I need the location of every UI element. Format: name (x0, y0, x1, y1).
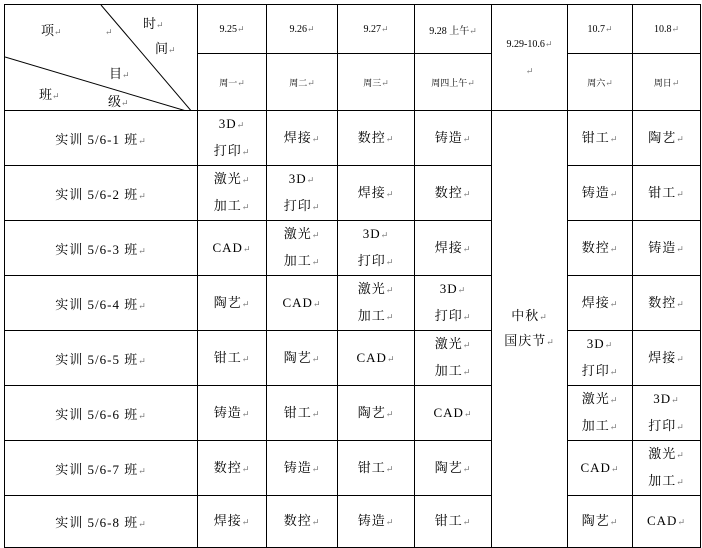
table-row (5, 386, 701, 441)
course-cell (198, 166, 267, 221)
course-label: 打印↵ (581, 363, 619, 378)
paragraph-mark: ↵ (381, 77, 389, 88)
course-cell (568, 111, 633, 166)
table-row (5, 496, 701, 548)
paragraph-mark: ↵ (236, 120, 246, 130)
course-label: 钳工↵ (357, 459, 395, 475)
paragraph-mark: ↵ (311, 202, 321, 212)
class-name-cell: 实训 5/6-6 班↵ (5, 386, 198, 441)
course-cell (267, 331, 338, 386)
paragraph-mark: ↵ (241, 353, 251, 364)
course-cell (267, 111, 338, 166)
course-cell (568, 166, 633, 221)
course-label: 激光↵ (357, 281, 395, 296)
holiday-label: 国庆节↵ (504, 333, 555, 348)
header-weekday: 周一↵ (198, 54, 267, 111)
table-row (5, 441, 701, 496)
table-row (5, 111, 701, 166)
paragraph-mark: ↵ (609, 367, 619, 377)
paragraph-mark: ↵ (138, 135, 147, 146)
course-cell (198, 221, 267, 276)
paragraph-mark: ↵ (385, 463, 395, 474)
paragraph-mark: ↵ (676, 188, 685, 199)
paragraph-mark: ↵ (241, 147, 251, 157)
course-label: 数控↵ (648, 294, 685, 310)
course-label: 铸造↵ (357, 513, 395, 528)
paragraph-mark: ↵ (609, 395, 619, 405)
course-label: 铸造↵ (283, 459, 321, 475)
course-label: 激光↵ (283, 226, 321, 241)
paragraph-mark: ↵ (311, 257, 321, 267)
paragraph-mark: ↵ (311, 230, 321, 240)
course-cell (267, 496, 338, 548)
header-holiday-range: 9.29-10.6↵ ↵ (492, 5, 568, 111)
header-weekday: 周四上午↵ (415, 54, 492, 111)
paragraph-mark: ↵ (462, 312, 472, 322)
paragraph-mark: ↵ (609, 298, 619, 309)
paragraph-mark: ↵ (469, 25, 477, 36)
course-label: 加工↵ (648, 473, 685, 488)
course-cell (267, 386, 338, 441)
course-cell (633, 386, 701, 441)
paragraph-mark: ↵ (546, 337, 555, 347)
holiday-cell (492, 111, 568, 548)
course-label: 数控↵ (283, 513, 321, 528)
course-cell (568, 496, 633, 548)
course-cell (415, 496, 492, 548)
course-label: 打印↵ (434, 308, 472, 323)
class-name-cell: 实训 5/6-4 班↵ (5, 276, 198, 331)
paragraph-mark: ↵ (462, 340, 472, 350)
paragraph-mark: ↵ (385, 312, 395, 322)
class-name-cell: 实训 5/6-2 班↵ (5, 166, 198, 221)
paragraph-mark: ↵ (676, 133, 685, 144)
course-cell (338, 111, 415, 166)
course-cell (198, 111, 267, 166)
holiday-label: 中秋↵ (511, 308, 548, 323)
course-label: 铸造↵ (434, 129, 472, 145)
paragraph-mark: ↵ (605, 77, 613, 88)
course-cell (568, 276, 633, 331)
course-cell (568, 221, 633, 276)
course-cell (338, 276, 415, 331)
course-label: 加工↵ (357, 308, 395, 323)
course-label: 激光↵ (434, 336, 472, 351)
corner-label-ji: 级↵ (108, 94, 129, 109)
course-label: 3D↵ (439, 281, 467, 296)
paragraph-mark: ↵ (138, 300, 147, 311)
course-cell (633, 496, 701, 548)
course-label: 钳工↵ (581, 129, 619, 145)
paragraph-mark: ↵ (609, 517, 619, 527)
paragraph-mark: ↵ (671, 395, 680, 405)
class-name-cell: 实训 5/6-5 班↵ (5, 331, 198, 386)
paragraph-mark: ↵ (677, 517, 686, 527)
course-label: 陶艺↵ (283, 349, 321, 365)
paragraph-mark: ↵ (241, 175, 251, 185)
course-label: 激光↵ (213, 171, 251, 186)
course-label: 陶艺↵ (581, 513, 619, 528)
paragraph-mark: ↵ (385, 188, 395, 199)
header-corner-cell (5, 5, 198, 111)
course-cell (633, 166, 701, 221)
paragraph-mark: ↵ (311, 133, 321, 144)
table-row (5, 331, 701, 386)
paragraph-mark: ↵ (609, 133, 619, 144)
paragraph-mark: ↵ (385, 257, 395, 267)
course-cell (338, 221, 415, 276)
course-label: 铸造↵ (648, 239, 685, 255)
paragraph-mark: ↵ (462, 188, 472, 199)
corner-label-xiang: 项↵ (41, 23, 62, 38)
course-label: 钳工↵ (283, 404, 321, 420)
course-cell (415, 166, 492, 221)
course-cell (415, 111, 492, 166)
paragraph-mark: ↵ (241, 202, 251, 212)
course-cell (338, 441, 415, 496)
course-label: 陶艺↵ (213, 294, 251, 310)
header-weekday: 周日↵ (633, 54, 701, 111)
paragraph-mark: ↵ (380, 23, 389, 34)
course-label: 打印↵ (648, 418, 685, 433)
corner-label-shi: 时↵ (143, 16, 164, 31)
paragraph-mark: ↵ (241, 517, 251, 527)
paragraph-mark: ↵ (311, 463, 321, 474)
course-cell (267, 276, 338, 331)
course-label: 数控↵ (213, 459, 251, 475)
paragraph-mark: ↵ (242, 243, 252, 254)
course-label: 数控↵ (434, 184, 472, 200)
course-cell (633, 331, 701, 386)
paragraph-mark: ↵ (311, 353, 321, 364)
paragraph-mark: ↵ (462, 463, 472, 474)
course-cell (267, 441, 338, 496)
paragraph-mark: ↵ (462, 243, 472, 254)
course-label: 钳工↵ (213, 349, 251, 365)
course-cell (568, 331, 633, 386)
header-date: 10.8↵ (633, 5, 701, 54)
paragraph-mark: ↵ (525, 65, 534, 76)
course-label: 加工↵ (283, 253, 321, 268)
paragraph-mark: ↵ (462, 367, 472, 377)
paragraph-mark: ↵ (609, 188, 619, 199)
course-label: 陶艺↵ (434, 459, 472, 475)
course-label: CAD↵ (647, 513, 686, 528)
course-cell (198, 441, 267, 496)
corner-label-jian: 间↵ (155, 41, 176, 56)
course-cell (633, 221, 701, 276)
paragraph-mark: ↵ (241, 463, 251, 474)
paragraph-mark: ↵ (671, 77, 680, 88)
paragraph-mark: ↵ (138, 355, 147, 366)
paragraph-mark: ↵ (609, 243, 619, 254)
paragraph-mark: ↵ (385, 517, 395, 527)
paragraph-mark: ↵ (311, 517, 321, 527)
paragraph-mark: ↵ (676, 243, 685, 254)
paragraph-mark: ↵ (544, 38, 553, 49)
course-label: 打印↵ (283, 198, 321, 213)
class-name-cell: 实训 5/6-1 班↵ (5, 111, 198, 166)
course-cell (338, 496, 415, 548)
paragraph-mark: ↵ (241, 298, 251, 309)
course-label: 钳工↵ (648, 184, 685, 200)
paragraph-mark: ↵ (610, 463, 620, 474)
paragraph-mark: ↵ (457, 285, 467, 295)
header-date: 9.25↵ (198, 5, 267, 54)
course-cell (338, 331, 415, 386)
paragraph-mark: ↵ (467, 77, 475, 88)
table-row (5, 166, 701, 221)
header-date: 9.27↵ (338, 5, 415, 54)
course-cell (338, 166, 415, 221)
paragraph-mark: ↵ (386, 353, 396, 364)
course-cell (198, 496, 267, 548)
paragraph-mark: ↵ (385, 133, 395, 144)
paragraph-mark: ↵ (676, 450, 685, 460)
course-cell (415, 386, 492, 441)
course-label: 钳工↵ (434, 513, 472, 528)
paragraph-mark: ↵ (306, 23, 315, 34)
course-label: 焊接↵ (434, 239, 472, 255)
course-cell (568, 386, 633, 441)
course-label: 焊接↵ (581, 294, 619, 310)
paragraph-mark: ↵ (306, 175, 316, 185)
paragraph-mark: ↵ (138, 245, 147, 256)
paragraph-mark: ↵ (604, 23, 613, 34)
header-weekday: 周二↵ (267, 54, 338, 111)
course-label: 焊接↵ (283, 129, 321, 145)
course-label: 3D↵ (586, 336, 614, 351)
course-cell (633, 276, 701, 331)
course-label: 加工↵ (581, 418, 619, 433)
paragraph-mark: ↵ (676, 298, 685, 309)
paragraph-mark: ↵ (138, 465, 147, 476)
course-label: 打印↵ (213, 143, 251, 158)
paragraph-mark: ↵ (385, 285, 395, 295)
paragraph-mark: ↵ (463, 408, 473, 419)
paragraph-mark: ↵ (676, 422, 685, 432)
course-label: 3D↵ (218, 116, 246, 131)
paragraph-mark: ↵ (237, 77, 245, 88)
paragraph-mark: ↵ (385, 408, 395, 419)
paragraph-mark: ↵ (609, 422, 619, 432)
course-cell (267, 221, 338, 276)
schedule-table (4, 4, 701, 548)
corner-label-ban: 班↵ (39, 87, 60, 102)
paragraph-mark: ↵ (236, 23, 245, 34)
course-label: 铸造↵ (581, 184, 619, 200)
course-cell (415, 221, 492, 276)
paragraph-mark: ↵ (539, 312, 548, 322)
course-label: 焊接↵ (213, 513, 251, 528)
class-name-cell: 实训 5/6-7 班↵ (5, 441, 198, 496)
paragraph-mark: ↵ (604, 340, 614, 350)
course-cell (633, 441, 701, 496)
course-cell (198, 386, 267, 441)
paragraph-mark: ↵ (138, 190, 147, 201)
header-date: 10.7↵ (568, 5, 633, 54)
course-label: 陶艺↵ (648, 129, 685, 145)
paragraph-mark: ↵ (380, 230, 390, 240)
course-cell (568, 441, 633, 496)
course-label: 铸造↵ (213, 404, 251, 420)
class-name-cell: 实训 5/6-8 班↵ (5, 496, 198, 548)
course-label: CAD↵ (356, 349, 396, 365)
header-weekday: 周六↵ (568, 54, 633, 111)
paragraph-mark: ↵ (676, 477, 685, 487)
header-weekday: 周三↵ (338, 54, 415, 111)
course-label: 焊接↵ (648, 349, 685, 365)
table-row (5, 221, 701, 276)
course-label: 数控↵ (357, 129, 395, 145)
paragraph-mark: ↵ (307, 77, 315, 88)
paragraph-mark: ↵ (462, 133, 472, 144)
course-label: 3D↵ (288, 171, 316, 186)
course-cell (338, 386, 415, 441)
course-label: 数控↵ (581, 239, 619, 255)
header-date: 9.28 上午↵ (415, 5, 492, 54)
paragraph-mark: ↵ (312, 298, 322, 309)
header-date: 9.26↵ (267, 5, 338, 54)
course-cell (415, 331, 492, 386)
course-label: CAD↵ (212, 239, 252, 255)
course-label: 焊接↵ (357, 184, 395, 200)
course-label: 加工↵ (213, 198, 251, 213)
course-label: 打印↵ (357, 253, 395, 268)
corner-diagonal-lines (5, 5, 198, 111)
course-cell (267, 166, 338, 221)
paragraph-mark: ↵ (671, 23, 680, 34)
course-cell (415, 276, 492, 331)
paragraph-mark: ↵ (311, 408, 321, 419)
course-cell (633, 111, 701, 166)
paragraph-mark: ↵ (462, 517, 472, 527)
paragraph-mark: ↵ (241, 408, 251, 419)
course-label: 陶艺↵ (357, 404, 395, 420)
course-label: 激光↵ (648, 446, 685, 461)
course-label: 3D↵ (362, 226, 390, 241)
course-label: CAD↵ (433, 404, 473, 420)
course-label: CAD↵ (282, 294, 322, 310)
paragraph-mark: ↵ (138, 519, 147, 529)
corner-mark: ↵ (105, 27, 113, 37)
table-row (5, 276, 701, 331)
course-cell (198, 276, 267, 331)
course-label: 加工↵ (434, 363, 472, 378)
paragraph-mark: ↵ (676, 353, 685, 364)
paragraph-mark: ↵ (138, 410, 147, 421)
course-label: 激光↵ (581, 391, 619, 406)
corner-label-mu: 目↵ (109, 66, 130, 81)
course-cell (415, 441, 492, 496)
class-name-cell: 实训 5/6-3 班↵ (5, 221, 198, 276)
course-label: 3D↵ (653, 391, 680, 406)
course-cell (198, 331, 267, 386)
course-label: CAD↵ (580, 459, 620, 475)
